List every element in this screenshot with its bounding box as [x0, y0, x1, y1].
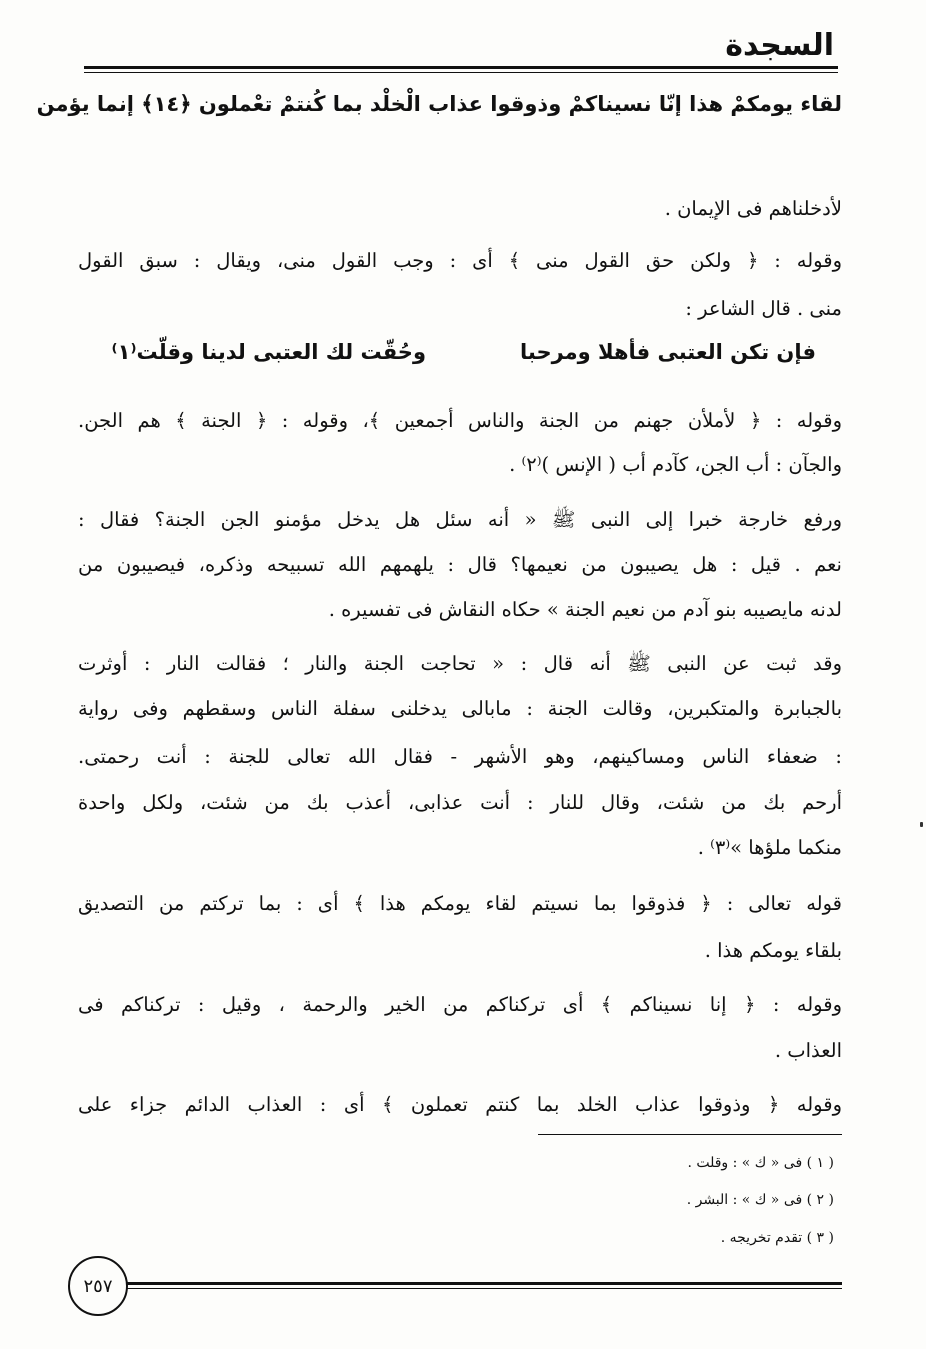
footnote-separator: [538, 1134, 842, 1135]
footnote: ( ٢ ) فى « ك » : البشر .: [686, 1192, 834, 1208]
text-line: وقوله : ﴿ إنا نسيناكم ﴾ أى تركناكم من الخير والرحمة ، وقيل : تركناكم فى: [78, 993, 842, 1016]
text-line: وقوله : ﴿ لأملأن جهنم من الجنة والناس أجمعين ﴾، وقوله : ﴿ الجنة ﴾ هم الجن.: [78, 409, 842, 432]
footer-rule: [108, 1282, 842, 1285]
text-line: لأدخلناهم فى الإيمان .: [664, 197, 842, 220]
quran-verse-line: لقاء يومكمْ هذا إنّا نسيناكمْ وذوقوا عذاب الْخلْد بما كُنتمْ تعْملون ﴿١٤﴾ إنما يؤمن: [36, 92, 842, 116]
poetry-hemistich-second: وحُقّت لك العتبى لدينا وقلّت⁽١⁾: [111, 340, 426, 364]
text-line: العذاب .: [774, 1039, 842, 1062]
text-line: : ضعفاء الناس ومساكينهم، وهو الأشهر - فقال الله تعالى للجنة : أنت رحمتى.: [78, 745, 842, 768]
text-line: وقد ثبت عن النبى ﷺ أنه قال : « تحاجت الجنة والنار ؛ فقالت النار : أوثرت: [78, 652, 842, 675]
text-line: منى . قال الشاعر :: [685, 297, 842, 320]
text-line: قوله تعالى : ﴿ فذوقوا بما نسيتم لقاء يومكم هذا ﴾ أى : بما تركتم من التصديق: [78, 892, 842, 915]
text-line: وقوله : ﴿ ولكن حق القول منى ﴾ أى : وجب القول منى، ويقال : سبق القول: [78, 249, 842, 272]
poetry-hemistich-first: فإن تكن العتبى فأهلا ومرحبا: [520, 340, 816, 364]
text-line: أرحم بك من شئت، وقال للنار : أنت عذابى، أعذب بك من شئت، ولكل واحدة: [78, 791, 842, 814]
footer-rule-thin: [108, 1288, 842, 1289]
page-number-badge: [68, 1256, 128, 1316]
text-line: بلقاء يومكم هذا .: [704, 939, 842, 962]
text-line: وقوله ﴿ وذوقوا عذاب الخلد بما كنتم تعملون ﴾ أى : العذاب الدائم جزاء على: [78, 1093, 842, 1116]
header-rule-thin: [84, 72, 838, 73]
page-number: ٢٥٧: [83, 1275, 113, 1297]
header-rule: [84, 66, 838, 69]
scan-speck: [920, 822, 923, 827]
text-line: منكما ملؤها »⁽٣⁾ .: [697, 836, 842, 859]
footnote: ( ٣ ) تقدم تخريجه .: [720, 1230, 834, 1246]
text-line: والجآن : أب الجن، كآدم أب ( الإنس )⁽٢⁾ .: [509, 453, 842, 476]
footnote: ( ١ ) فى « ك » : وقلت .: [687, 1155, 834, 1171]
text-line: ورفع خارجة خبرا إلى النبى ﷺ « أنه سئل هل يدخل مؤمنو الجن الجنة؟ فقال :: [78, 508, 842, 531]
surah-title: السجدة: [725, 28, 834, 63]
text-line: بالجبابرة والمتكبرين، وقالت الجنة : مابالى يدخلنى سفلة الناس وسقطهم وفى رواية: [78, 697, 842, 720]
text-line: لدنه مايصيبه بنو آدم من نعيم الجنة » حكاه النقاش فى تفسيره .: [328, 598, 842, 621]
text-line: نعم . قيل : هل يصيبون من نعيمها؟ قال : يلهمهم الله تسبيحه وذكره، فيصيبون من: [78, 553, 842, 576]
